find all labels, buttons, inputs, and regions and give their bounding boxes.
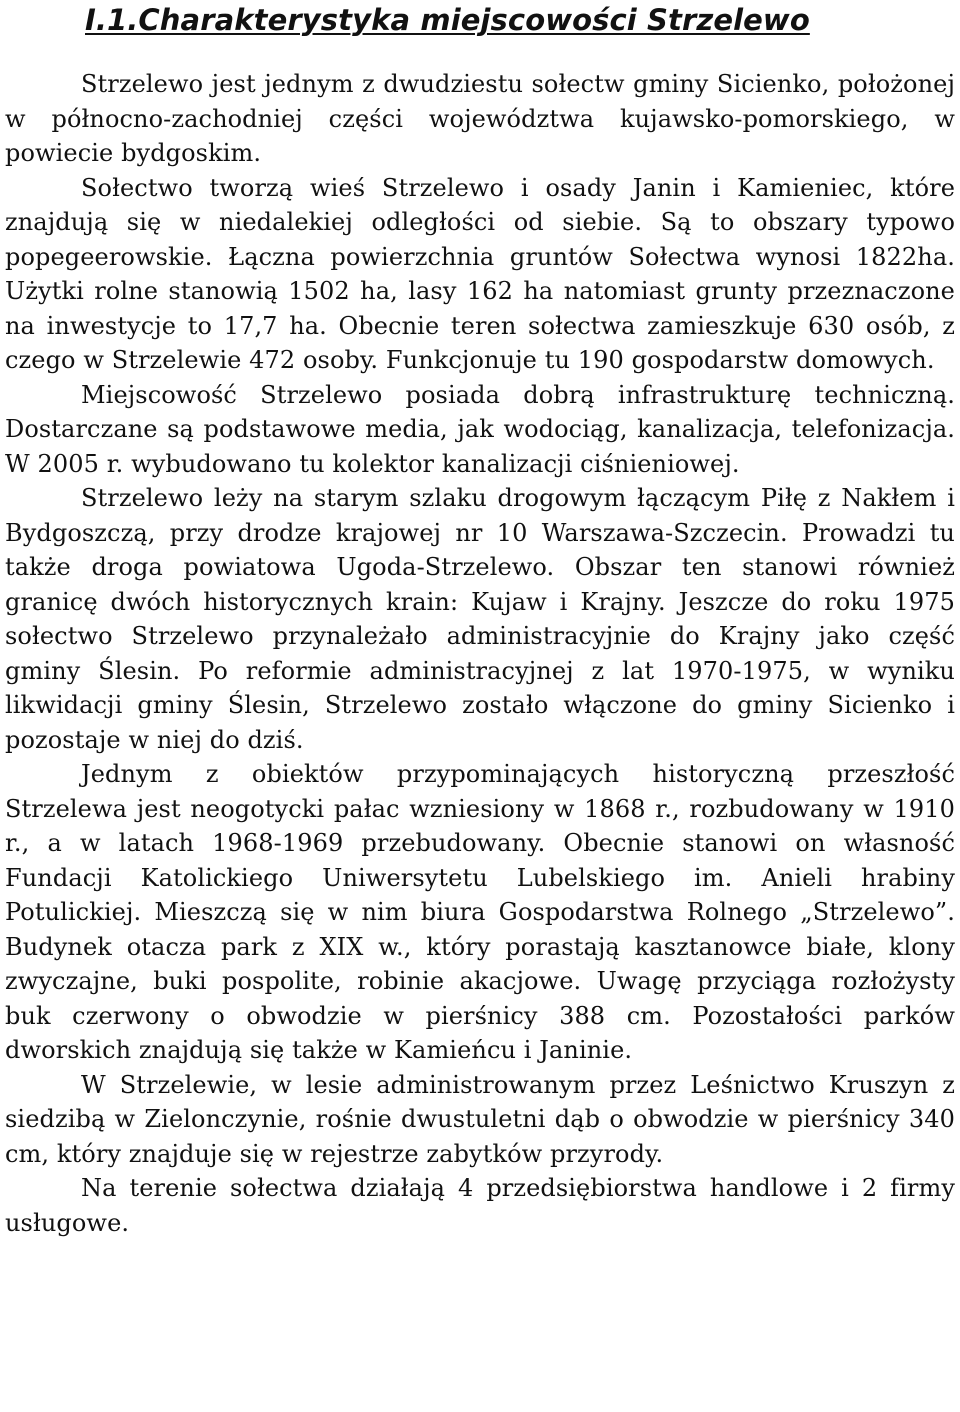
paragraph-businesses: Na terenie sołectwa działają 4 przedsiębiorstwa handlowe i 2 firmy usługowe. xyxy=(5,1174,955,1237)
document-page xyxy=(5,0,955,1240)
document-body xyxy=(5,67,955,1240)
paragraph-palace-park: Jednym z obiektów przypominających historyczną przeszłość Strzelewa jest neogotycki pałac wzniesiony w 1868 r., rozbudowany w 1910 r., a w latach 1968-1969 przebudowany. Obecnie stanowi on własność Fundacji Katolickiego Uniwersytetu Lubelskiego im. Anieli hrabiny Potulickiej. Mieszczą się w nim biura Gospodarstwa Rolnego „Strzelewo”. Budynek otacza park z XIX w., który porastają kasztanowce białe, klony zwyczajne, buki pospolite, robinie akacjowe. Uwagę przyciąga rozłożysty buk czerwony o obwodzie w pierśnicy 388 cm. Pozostałości parków dworskich znajdują się także w Kamieńcu i Janinie. xyxy=(5,760,955,1064)
paragraph-intro: Strzelewo jest jednym z dwudziestu sołectw gminy Sicienko, położonej w północno-zachodniej części województwa kujawsko-pomorskiego, w powiecie bydgoskim. xyxy=(5,70,955,167)
paragraph-oak-tree: W Strzelewie, w lesie administrowanym przez Leśnictwo Kruszyn z siedzibą w Zielonczynie, rośnie dwustuletni dąb o obwodzie w pierśnicy 340 cm, który znajduje się w rejestrze zabytków przyrody. xyxy=(5,1070,955,1168)
paragraph-solectwo: Sołectwo tworzą wieś Strzelewo i osady Janin i Kamieniec, które znajdują się w niedalekiej odległości od siebie. Są to obszary typowo popegeerowskie. Łączna powierzchnia gruntów Sołectwa wynosi 1822ha. Użytki rolne stanowią 1502 ha, lasy 162 ha natomiast grunty przeznaczone na inwestycje to 17,7 ha. Obecnie teren sołectwa zamieszkuje 630 osób, z czego w Strzelewie 472 osoby. Funkcjonuje tu 190 gospodarstw domowych. xyxy=(5,173,955,374)
paragraph-infrastructure: Miejscowość Strzelewo posiada dobrą infrastrukturę techniczną. Dostarczane są podstawowe media, jak wodociąg, kanalizacja, telefonizacja. W 2005 r. wybudowano tu kolektor kanalizacji ciśnieniowej. xyxy=(5,380,955,478)
section-heading: I.1.Charakterystyka miejscowości Strzelewo xyxy=(85,3,810,37)
paragraph-location-history: Strzelewo leży na starym szlaku drogowym łączącym Piłę z Nakłem i Bydgoszczą, przy drodze krajowej nr 10 Warszawa-Szczecin. Prowadzi tu także droga powiatowa Ugoda-Strzelewo. Obszar ten stanowi również granicę dwóch historycznych krain: Kujaw i Krajny. Jeszcze do roku 1975 sołectwo Strzelewo przynależało administracyjnie do Krajny jako część gminy Ślesin. Po reformie administracyjnej z lat 1970-1975, w wyniku likwidacji gminy Ślesin, Strzelewo zostało włączone do gminy Sicienko i pozostaje w niej do dziś. xyxy=(5,484,955,754)
